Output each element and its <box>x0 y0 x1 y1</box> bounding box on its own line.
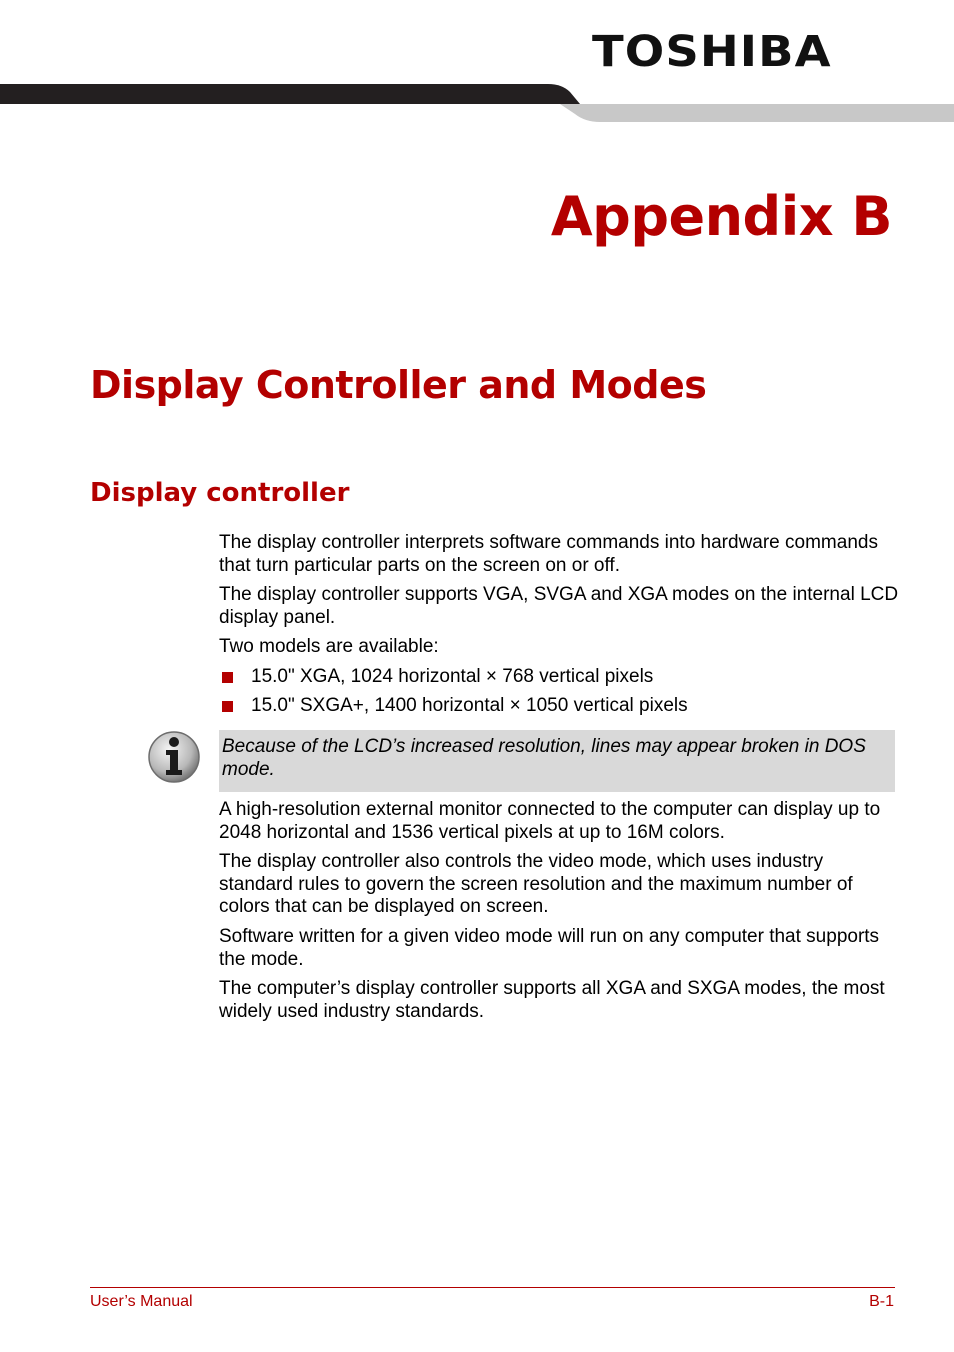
header-band <box>0 84 954 124</box>
appendix-title: Appendix B <box>550 185 892 248</box>
paragraph: Software written for a given video mode will run on any computer that supports the mode. <box>219 926 880 970</box>
note-box <box>219 730 895 792</box>
list-item-text: 15.0" SXGA+, 1400 horizontal × 1050 vertical pixels <box>251 695 688 716</box>
note-text: Because of the LCD’s increased resolution, lines may appear broken in DOS mode. <box>222 736 866 780</box>
paragraph: The display controller interprets software commands into hardware commands that turn particular parts on the screen on or off. <box>219 532 878 576</box>
header-band-light <box>560 104 954 122</box>
chapter-title: Display Controller and Modes <box>90 363 707 407</box>
header-band-dark <box>0 84 580 104</box>
bullet-square-icon <box>222 672 233 683</box>
paragraph: Two models are available: <box>219 636 439 657</box>
paragraph: The computer’s display controller supports all XGA and SXGA modes, the most widely used industry standards. <box>219 978 885 1022</box>
toshiba-logo: TOSHIBA <box>592 27 832 77</box>
bullet-square-icon <box>222 701 233 712</box>
paragraph: The display controller supports VGA, SVGA and XGA modes on the internal LCD display panel. <box>219 584 899 628</box>
footer-manual-label: User’s Manual <box>90 1293 193 1310</box>
page-number: B-1 <box>869 1293 894 1310</box>
footer-rule <box>90 1287 895 1288</box>
paragraph: A high-resolution external monitor connected to the computer can display up to 2048 horizontal and 1536 vertical pixels at up to 16M colors. <box>219 799 881 843</box>
paragraph: The display controller also controls the video mode, which uses industry standard rules to govern the screen resolution and the maximum number of colors that can be displayed on screen. <box>219 851 853 917</box>
info-icon <box>147 730 201 784</box>
list-item-text: 15.0" XGA, 1024 horizontal × 768 vertical pixels <box>251 666 654 687</box>
section-title: Display controller <box>90 478 350 508</box>
